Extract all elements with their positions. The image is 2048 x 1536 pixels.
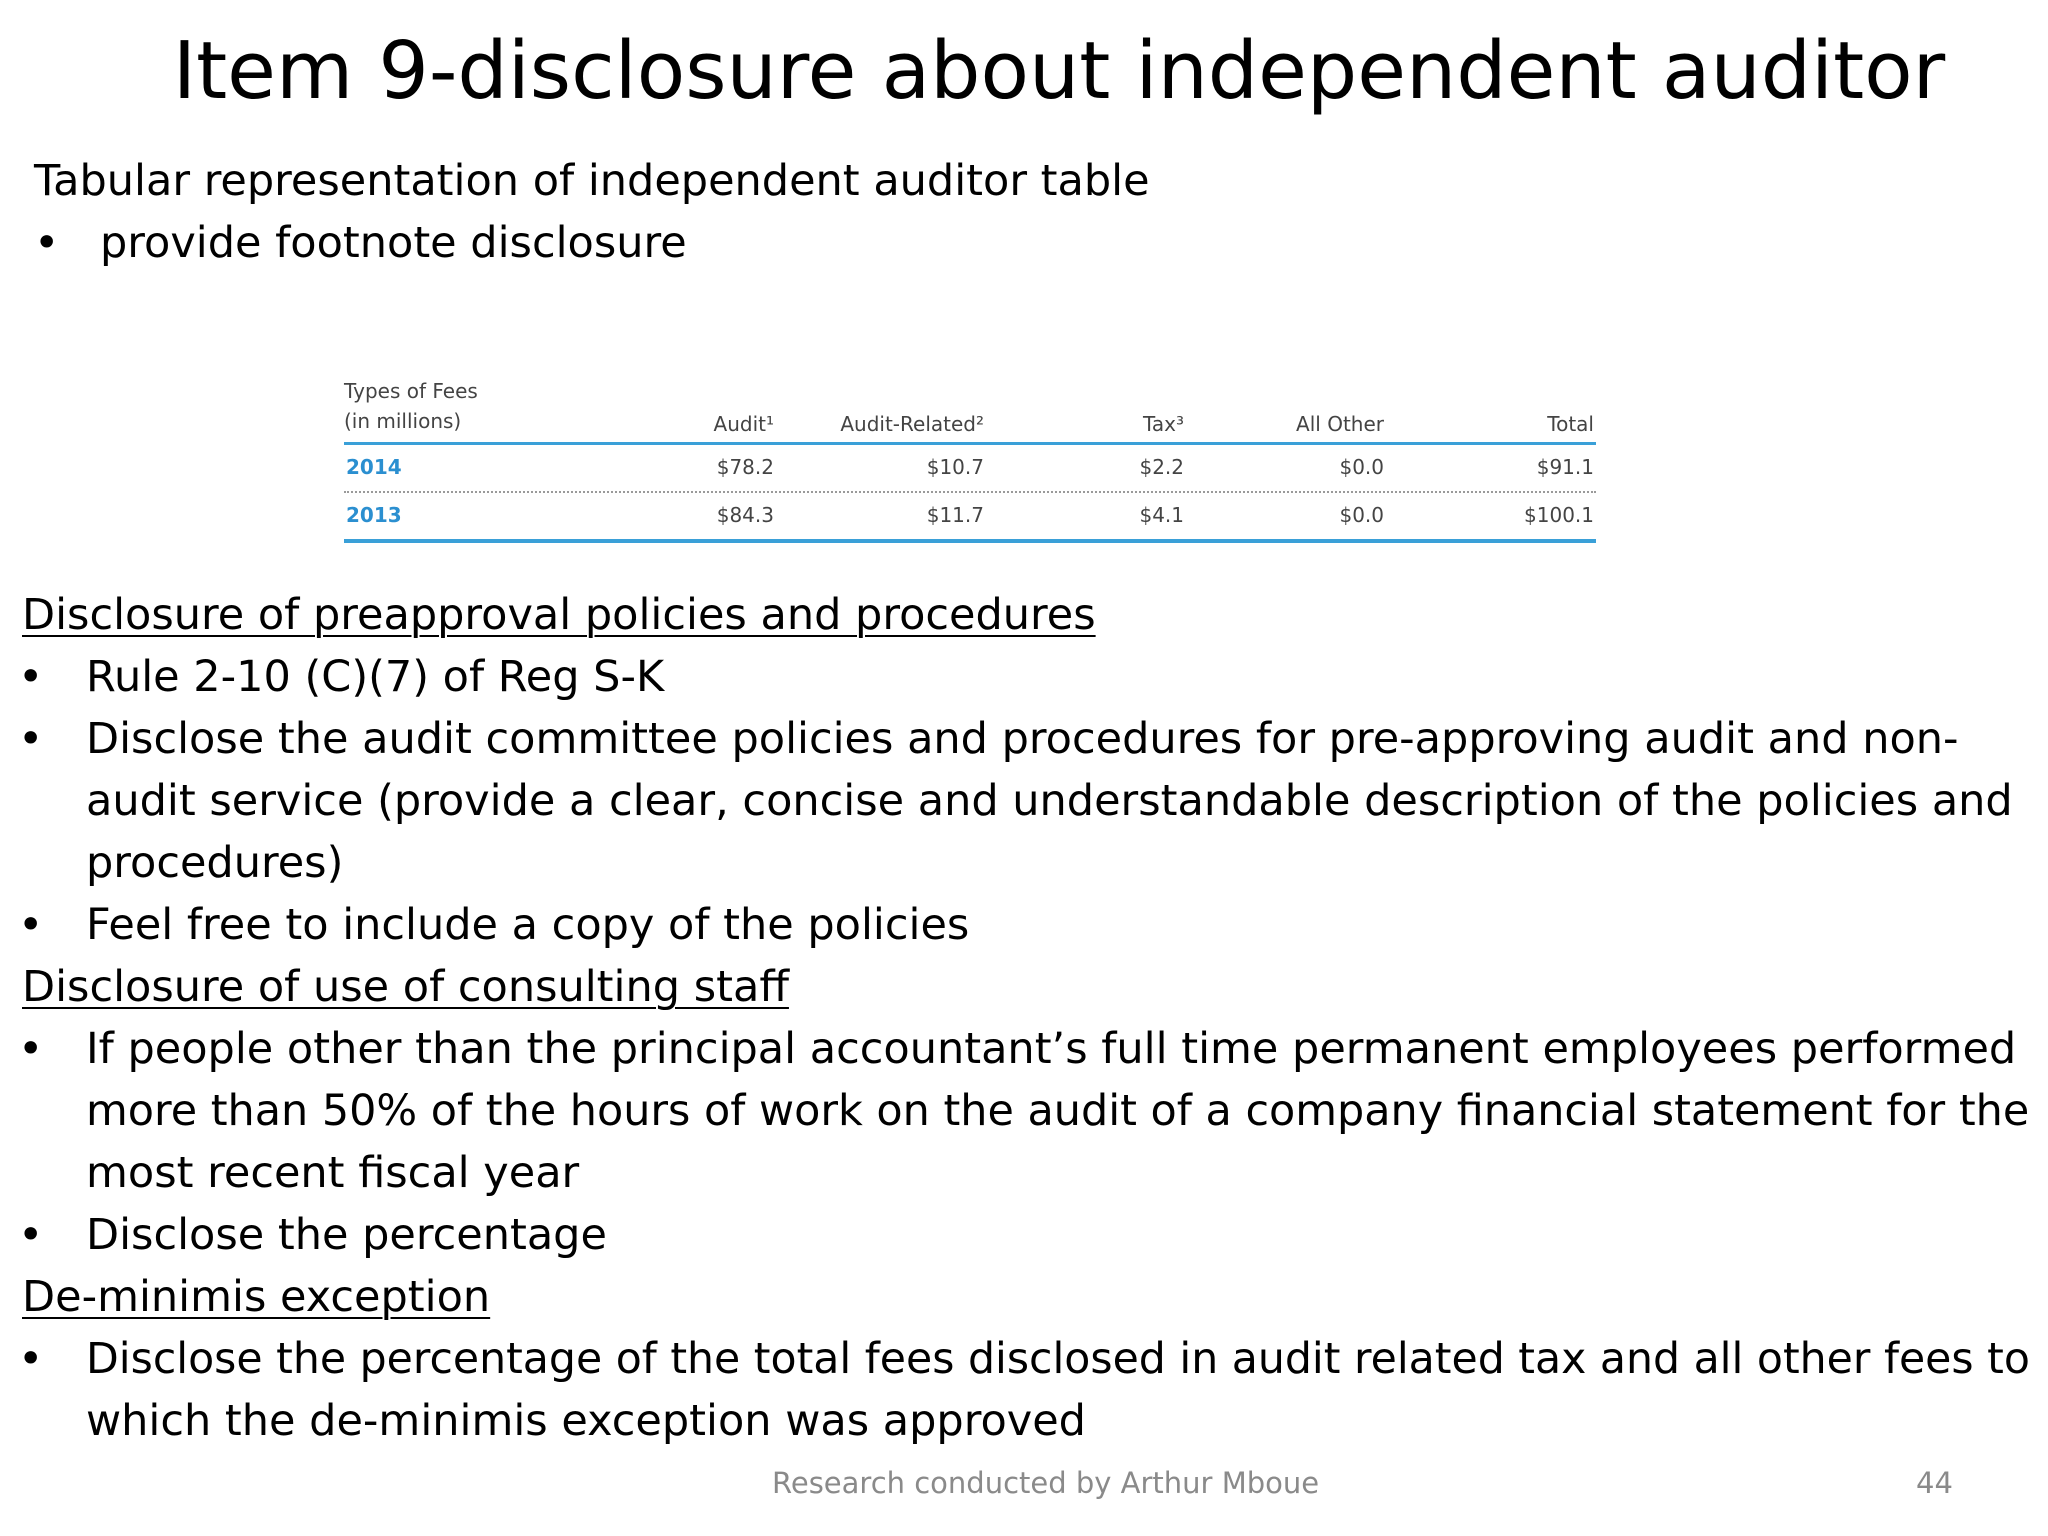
bullet-marker: •	[18, 1334, 44, 1384]
cell-total: $91.1	[1536, 455, 1594, 479]
bullet-text-line: audit service (provide a clear, concise and understandable description of the policies and	[86, 776, 2013, 826]
fees-table	[344, 378, 1596, 543]
fees-type-label	[344, 376, 478, 436]
bullet-marker: •	[18, 900, 44, 950]
slide-number: 44	[1916, 1466, 1953, 1500]
bullet-text: Rule 2-10 (C)(7) of Reg S-K	[86, 652, 665, 702]
bullet-text-line: most recent fiscal year	[86, 1148, 580, 1198]
intro-bullet: provide footnote disclosure	[100, 218, 687, 268]
column-header-audit: Audit¹	[713, 412, 774, 436]
column-header-total: Total	[1547, 412, 1594, 436]
cell-all-other: $0.0	[1339, 455, 1384, 479]
cell-all-other: $0.0	[1339, 503, 1384, 527]
section-heading-de-minimis: De-minimis exception	[22, 1272, 491, 1322]
fees-type-label-line1: Types of Fees	[344, 379, 478, 403]
intro-line: Tabular representation of independent auditor table	[34, 156, 1150, 206]
cell-audit-related: $10.7	[926, 455, 984, 479]
table-row	[344, 445, 1596, 493]
section-heading-consulting-staff: Disclosure of use of consulting staff	[22, 962, 789, 1012]
bullet-marker: •	[18, 1210, 44, 1260]
bullet-marker: •	[18, 714, 44, 764]
bullet-text-line: Disclose the audit committee policies and procedures for pre-approving audit and non-	[86, 714, 1959, 764]
cell-total: $100.1	[1524, 503, 1594, 527]
bullet-marker: •	[34, 218, 60, 268]
cell-tax: $2.2	[1139, 455, 1184, 479]
footer-credit: Research conducted by Arthur Mboue	[772, 1466, 1320, 1500]
bullet-text-line: more than 50% of the hours of work on the audit of a company financial statement for the	[86, 1086, 2030, 1136]
bullet-text: Feel free to include a copy of the policies	[86, 900, 970, 950]
bullet-marker: •	[18, 1024, 44, 1074]
cell-tax: $4.1	[1139, 503, 1184, 527]
cell-audit-related: $11.7	[926, 503, 984, 527]
column-header-audit-related: Audit-Related²	[840, 412, 984, 436]
bullet-text-line: procedures)	[86, 838, 344, 888]
row-year: 2013	[346, 503, 402, 527]
bullet-text: Disclose the percentage	[86, 1210, 607, 1260]
cell-audit: $84.3	[716, 503, 774, 527]
bullet-text-line: If people other than the principal accountant’s full time permanent employees performed	[86, 1024, 2017, 1074]
section-heading-preapproval: Disclosure of preapproval policies and procedures	[22, 590, 1096, 640]
fees-table-header	[344, 378, 1596, 445]
bullet-text-line: Disclose the percentage of the total fees disclosed in audit related tax and all other fees to	[86, 1334, 2030, 1384]
table-row	[344, 493, 1596, 543]
bullet-text-line: which the de-minimis exception was approved	[86, 1396, 1086, 1446]
slide-title: Item 9-disclosure about independent auditor	[172, 24, 1946, 117]
column-header-all-other: All Other	[1296, 412, 1384, 436]
fees-type-label-line2: (in millions)	[344, 409, 462, 433]
column-header-tax: Tax³	[1142, 412, 1184, 436]
bullet-marker: •	[18, 652, 44, 702]
row-year: 2014	[346, 455, 402, 479]
cell-audit: $78.2	[716, 455, 774, 479]
